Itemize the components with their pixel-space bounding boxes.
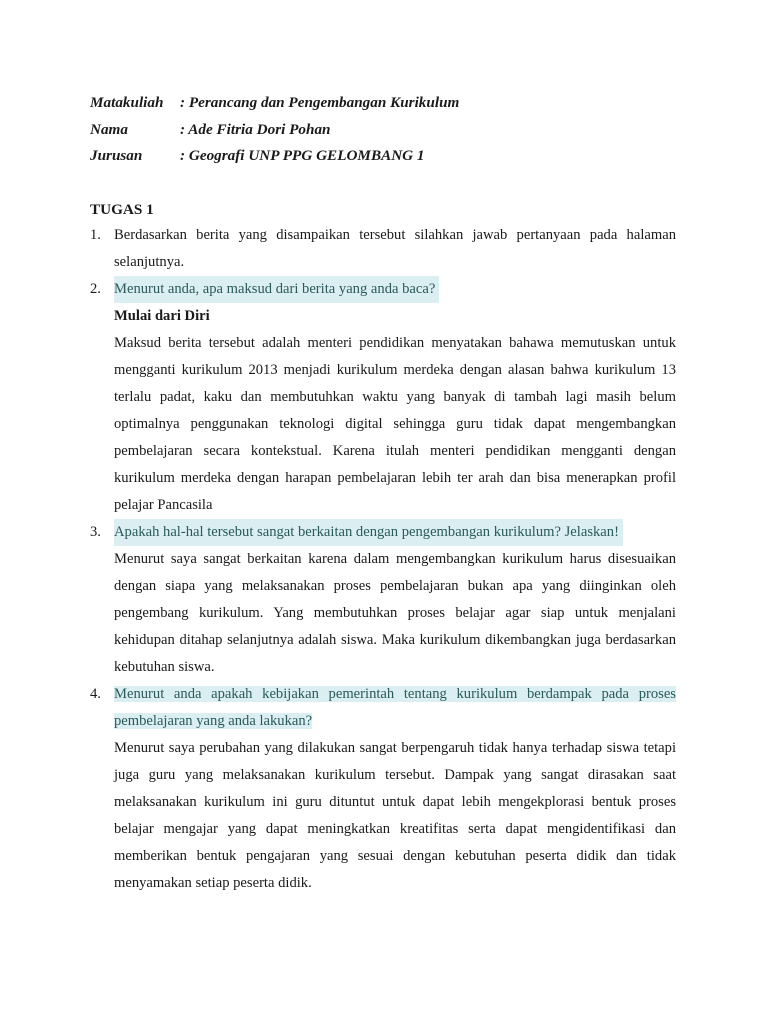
header-label: Nama [90,120,128,138]
header-row-jurusan [90,143,459,170]
item-number: 1. [90,227,101,243]
answer-text: Menurut saya perubahan yang dilakukan sangat berpengaruh tidak hanya terhadap siswa tetapi juga guru yang melaksanakan kurikulum tersebut. Dampak yang sangat dirasakan saat melaksanakan kurikulum ini guru dituntut untuk dapat lebih mengekplorasi bentuk proses belajar mengajar yang dapat meningkatkan kreatifitas serta dapat mengidentifikasi dan memberikan bentuk pengajaran yang sesuai dengan kebutuhan peserta didik dan tidak menyamakan setiap peserta didik. [114,740,676,891]
header-value: : Ade Fitria Dori Pohan [180,120,331,138]
task-list [90,222,676,897]
header-row-nama [90,117,459,144]
header-value: : Geografi UNP PPG GELOMBANG 1 [180,147,425,164]
header-row-matakuliah [90,90,459,117]
question-highlight: Menurut anda apakah kebijakan pemerintah tentang kurikulum berdampak pada proses pembelajaran yang anda lakukan? [114,686,676,729]
task-item-2 [90,276,676,519]
item-number: 3. [90,524,101,540]
answer-text: Menurut saya sangat berkaitan karena dalam mengembangkan kurikulum harus disesuaikan dengan siapa yang melaksanakan proses pembelajaran bukan apa yang diinginkan oleh pengembang kurikulum. Yang membutuhkan proses belajar agar siap untuk menjalani kehidupan ditahap selanjutnya adalah siswa. Maka kurikulum dikembangkan juga berdasarkan kebutuhan siswa. [114,551,676,675]
question-line [114,681,676,735]
question-line [114,276,676,303]
header-label: Matakuliah [90,94,164,111]
header-label: Jurusan [90,147,143,164]
task-item-3 [90,519,676,681]
item-text: Berdasarkan berita yang disampaikan tersebut silahkan jawab pertanyaan pada halaman selanjutnya. [114,227,676,270]
task-item-1 [90,222,676,276]
question-highlight: Apakah hal-hal tersebut sangat berkaitan dengan pengembangan kurikulum? Jelaskan! [114,519,623,546]
question-line [114,519,676,546]
header-value: : Perancang dan Pengembangan Kurikulum [180,94,460,111]
item-number: 2. [90,281,101,297]
subheading: Mulai dari Diri [114,308,210,324]
document-header [90,90,459,170]
item-number: 4. [90,686,101,702]
task-item-4 [90,681,676,897]
answer-text: Maksud berita tersebut adalah menteri pendidikan menyatakan bahawa memutuskan untuk mengganti kurikulum 2013 menjadi kurikulum merdeka dengan alasan bahwa kurikulum 13 terlalu padat, kaku dan membutuhkan waktu yang banyak di tambah lagi masih belum optimalnya penggunakan teknologi digital sehingga guru tidak dapat mengembangkan pembelajaran secara kontekstual. Karena itulah menteri pendidikan mengganti dengan kurikulum merdeka dengan harapan pembelajaran lebih ter arah dan bisa menerapkan profil pelajar Pancasila [114,335,676,513]
question-highlight: Menurut anda, apa maksud dari berita yang anda baca? [114,276,439,303]
section-title: TUGAS 1 [90,201,154,218]
